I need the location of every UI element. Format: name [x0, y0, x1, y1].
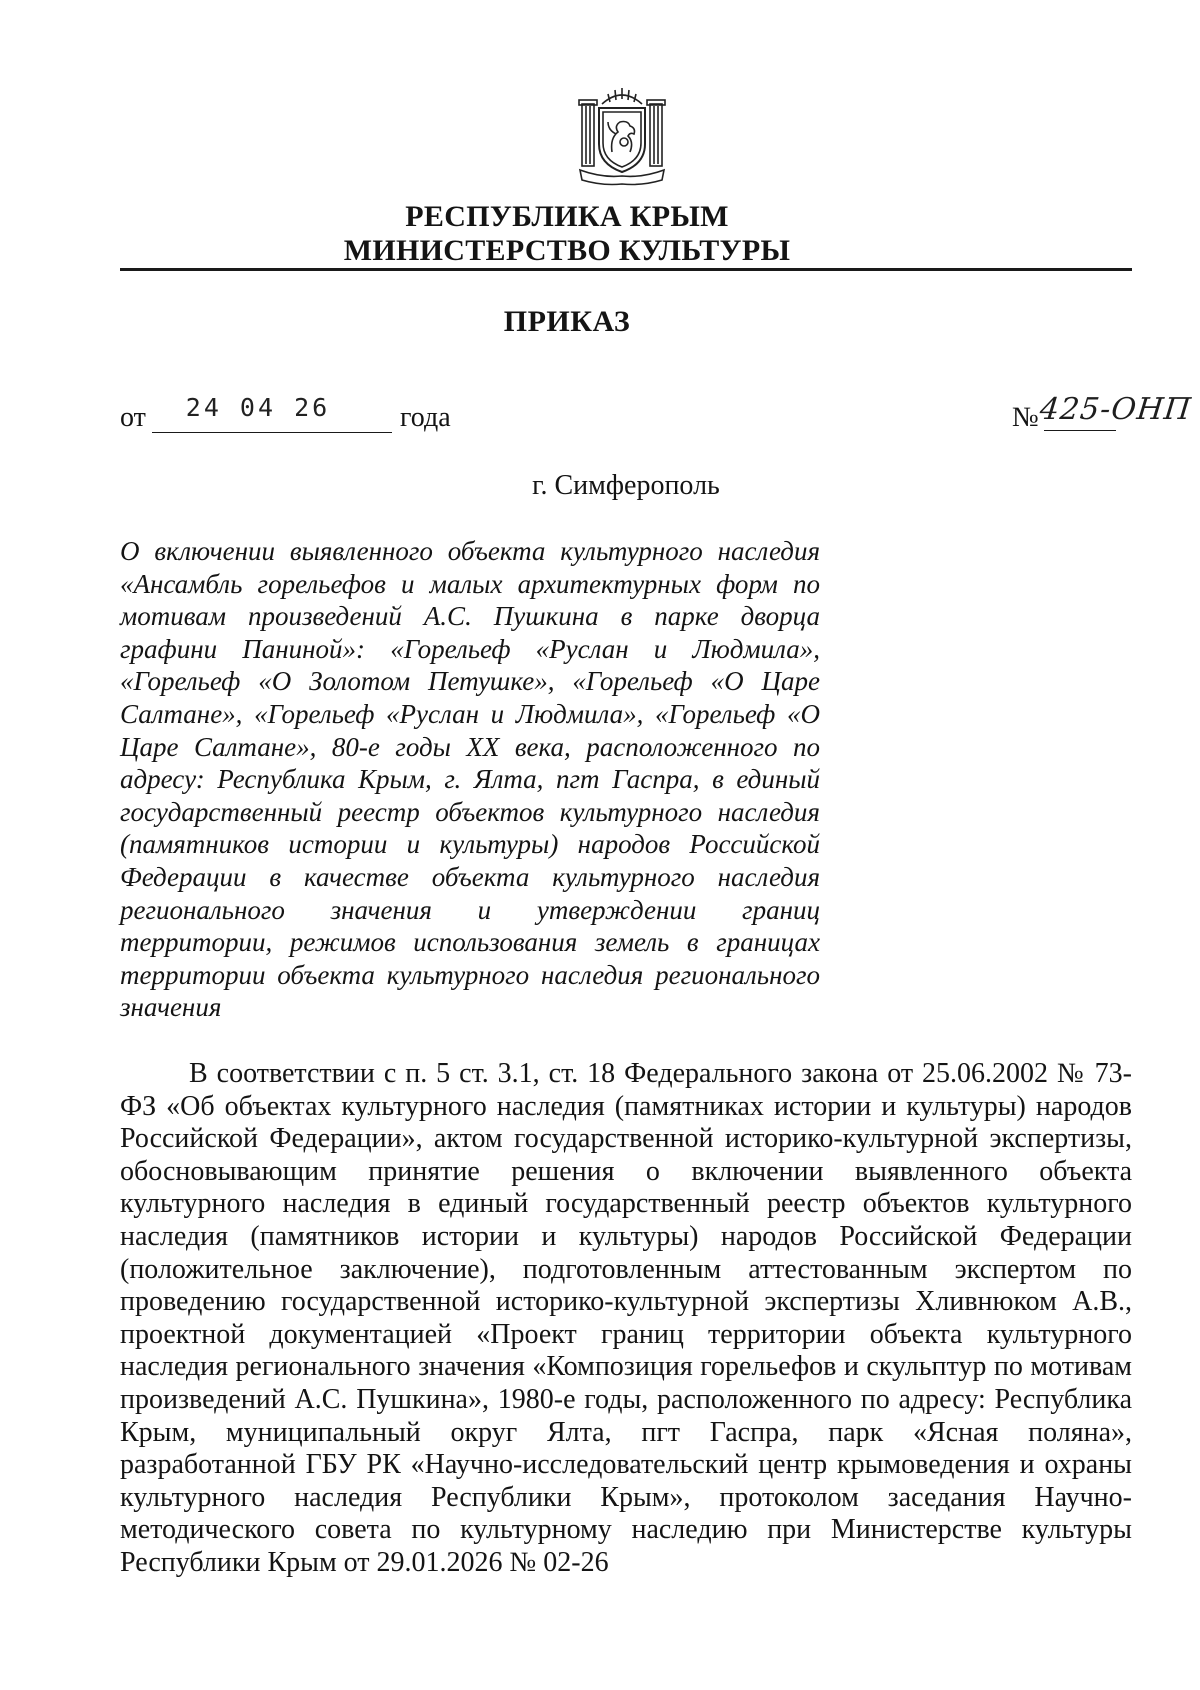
document-type-title: ПРИКАЗ — [503, 305, 631, 338]
header-divider — [120, 268, 1132, 271]
order-body-paragraph: В соответствии с п. 5 ст. 3.1, ст. 18 Федерального закона от 25.06.2002 № 73-ФЗ «Об объектах культурного наследия (памятниках истории и культуры) народов Российской Федерации», актом государственной историко-культурной экспертизы, обосновывающим принятие решения о включении выявленного объекта культурного наследия в единый государственный реестр объектов культурного наследия (памятников истории и культуры) народов Российской Федерации (положительное заключение), подготовленным аттестованным экспертом по проведению государственной историко-культурной экспертизы Хливнюком А.В., проектной документацией «Проект границ территории объекта культурного наследия регионального значения «Композиция горельефов и скульптур по мотивам произведений А.С. Пушкина», 1980-е годы, расположенного по адресу: Республика Крым, муниципальный округ Ялта, пгт Гаспра, парк «Ясная поляна», разработанной ГБУ РК «Научно-исследовательский центр крымоведения и охраны культурного наследия Республики Крым», протоколом заседания Научно-методического совета по культурному наследию при Министерстве культуры Республики Крым от 29.01.2026 № 02-26 — [120, 1058, 1132, 1578]
city-of-issue: г. Симферополь — [532, 470, 720, 501]
order-number-handwritten: 425-ОНП — [1038, 392, 1194, 427]
order-subject: О включении выявленного объекта культурного наследия «Ансамбль горельефов и малых архитектурных форм по мотивам произведений А.С. Пушкина в парке дворца графини Паниной»: «Горельеф «Руслан и Людмила», «Горельеф «О Золотом Петушке», «Горельеф «О Царе Салтане», «Горельеф «Руслан и Людмила», «Горельеф «О Царе Салтане», 80-е годы XX века, расположенного по адресу: Республика Крым, г. Ялта, пгт Гаспра, в единый государственный реестр объектов культурного наследия (памятников истории и культуры) народов Российской Федерации в качестве объекта культурного наследия регионального значения и утверждении границ территории, режимов использования земель в границах территории объекта культурного наследия регионального значения — [120, 536, 820, 1023]
organization-name-line2: МИНИСТЕРСТВО КУЛЬТУРЫ — [343, 234, 791, 267]
date-suffix: года — [400, 402, 451, 433]
date-prefix: от — [120, 402, 146, 433]
number-underline — [1044, 430, 1116, 431]
number-prefix: № — [1012, 402, 1039, 433]
organization-name-line1: РЕСПУБЛИКА КРЫМ — [405, 200, 729, 233]
date-value: 24 04 26 — [185, 393, 331, 422]
date-underline — [152, 432, 392, 433]
coat-of-arms-icon — [572, 82, 672, 190]
